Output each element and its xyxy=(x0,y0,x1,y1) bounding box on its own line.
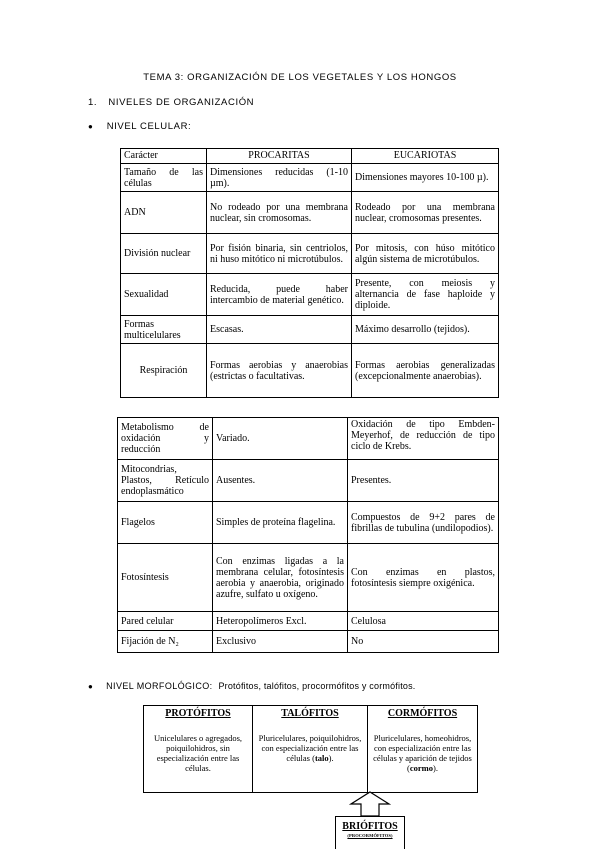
table-cell: No rodeado por una membrana nuclear, sin cromosomas. xyxy=(207,192,352,234)
table-cell: Escasas. xyxy=(207,316,352,344)
table-cell: No xyxy=(348,631,499,653)
morphology-diagram xyxy=(143,705,478,793)
table-cell: Sexualidad xyxy=(121,274,207,316)
body-text: Pluricelulares, poiquilohidros, con especialización entre las células ( xyxy=(258,733,362,763)
table-cell: Tamaño de las células xyxy=(121,164,207,192)
table-cell: Dimensiones reducidas (1-10 µm). xyxy=(207,164,352,192)
table-cell: Formas multicelulares xyxy=(121,316,207,344)
table-cell: Formas aerobias y anaerobias (estrictas o facultativas. xyxy=(207,344,352,398)
table-cell: Reducida, puede haber intercambio de material genético. xyxy=(207,274,352,316)
bullet-label: NIVEL CELULAR: xyxy=(106,121,192,132)
cell-level-table-2 xyxy=(117,417,499,653)
table-cell: Ausentes. xyxy=(213,460,348,502)
table-cell: Exclusivo xyxy=(213,631,348,653)
table-cell: Compuestos de 9+2 pares de fibrillas de tubulina (undilopodios). xyxy=(348,502,499,544)
up-arrow-icon xyxy=(349,791,391,817)
briofitos-title: BRIÓFITOS xyxy=(342,821,398,832)
table-cell: Presente, con meiosis y alternancia de fase haploide y diploide. xyxy=(352,274,499,316)
bullet-detail: Protófitos, talófitos, procormófitos y cormófitos. xyxy=(218,681,416,691)
body-text-end: ). xyxy=(328,753,334,763)
bullet-icon: ● xyxy=(88,122,94,131)
diagram-column-protofitos xyxy=(144,706,252,792)
table-row xyxy=(118,544,499,612)
column-body xyxy=(368,733,477,773)
header-cell: PROCARITAS xyxy=(207,149,352,164)
table-cell: Simples de proteína flagelina. xyxy=(213,502,348,544)
table-cell: Celulosa xyxy=(348,612,499,631)
header-cell: EUCARIOTAS xyxy=(352,149,499,164)
table-cell: Por mitosis, con húso mitótico algún sistema de microtúbulos. xyxy=(352,234,499,274)
table-header-row xyxy=(121,149,499,164)
body-bold: cormo xyxy=(409,763,433,773)
table-cell: Con enzimas en plastos, fotosíntesis siempre oxigénica. xyxy=(348,544,499,612)
section-label: NIVELES DE ORGANIZACIÓN xyxy=(108,97,255,108)
bullet-icon: ● xyxy=(88,682,94,691)
table-cell: Presentes. xyxy=(348,460,499,502)
table-row xyxy=(121,274,499,316)
section-number: 1. xyxy=(88,97,98,108)
column-body xyxy=(253,733,367,763)
section-heading xyxy=(88,97,254,108)
column-title: TALÓFITOS xyxy=(281,708,339,719)
table-cell: Variado. xyxy=(213,418,348,460)
page-title: TEMA 3: ORGANIZACIÓN DE LOS VEGETALES Y LOS HONGOS xyxy=(143,72,457,83)
table-row xyxy=(118,460,499,502)
body-bold: talo xyxy=(314,753,329,763)
table-cell: Flagelos xyxy=(118,502,213,544)
table-cell: Mitocondrias, Plastos, Retículo endoplasmático xyxy=(118,460,213,502)
table-cell: Respiración xyxy=(121,344,207,398)
table-row xyxy=(121,316,499,344)
body-text: Pluricelulares, homeohidros, con especialización entre las células y aparición de tejidos ( xyxy=(373,733,472,773)
table-cell: División nuclear xyxy=(121,234,207,274)
bullet-nivel-celular xyxy=(88,121,191,132)
table-row xyxy=(118,612,499,631)
table-cell: Heteropolímeros Excl. xyxy=(213,612,348,631)
column-title: PROTÓFITOS xyxy=(165,708,231,719)
table-row xyxy=(118,631,499,653)
column-title: CORMÓFITOS xyxy=(387,708,458,719)
cell-level-table-1 xyxy=(120,148,499,398)
table-cell: Metabolismo de oxidación y reducción xyxy=(118,418,213,460)
table-cell: Por fisión binaria, sin centriolos, ni huso mitótico ni microtúbulos. xyxy=(207,234,352,274)
table-cell: Formas aerobias generalizadas (excepcionalmente anaerobias). xyxy=(352,344,499,398)
bullet-label: NIVEL MORFOLÓGICO: xyxy=(106,681,213,691)
body-text-end: ). xyxy=(433,763,438,773)
table-cell: Con enzimas ligadas a la membrana celular, fotosíntesis aerobia y anaerobia, originado azufre, sulfato u oxígeno. xyxy=(213,544,348,612)
table-row xyxy=(118,502,499,544)
diagram-column-cormofitos xyxy=(368,706,477,792)
table-row xyxy=(121,344,499,398)
table-cell: Dimensiones mayores 10-100 µ). xyxy=(352,164,499,192)
table-cell: Fotosíntesis xyxy=(118,544,213,612)
bullet-nivel-morfologico xyxy=(88,681,416,691)
diagram-column-talofitos xyxy=(253,706,367,792)
table-cell: Máximo desarrollo (tejidos). xyxy=(352,316,499,344)
table-cell: ADN xyxy=(121,192,207,234)
table-row xyxy=(118,418,499,460)
header-cell: Carácter xyxy=(121,149,207,164)
briofitos-box xyxy=(335,816,405,849)
table-row xyxy=(121,192,499,234)
table-row xyxy=(121,164,499,192)
column-body: Unicelulares o agregados, poiquilohidros, sin especialización entre las células. xyxy=(153,733,243,773)
table-cell: Oxidación de tipo Embden-Meyerhof, de reducción de tipo ciclo de Krebs. xyxy=(348,418,499,460)
briofitos-subtitle: (PROCORMÓFITOS) xyxy=(347,833,393,838)
table-cell: Rodeado por una membrana nuclear, cromosomas presentes. xyxy=(352,192,499,234)
table-cell: Pared celular xyxy=(118,612,213,631)
table-row xyxy=(121,234,499,274)
table-cell: Fijación de N₂ xyxy=(118,631,213,653)
